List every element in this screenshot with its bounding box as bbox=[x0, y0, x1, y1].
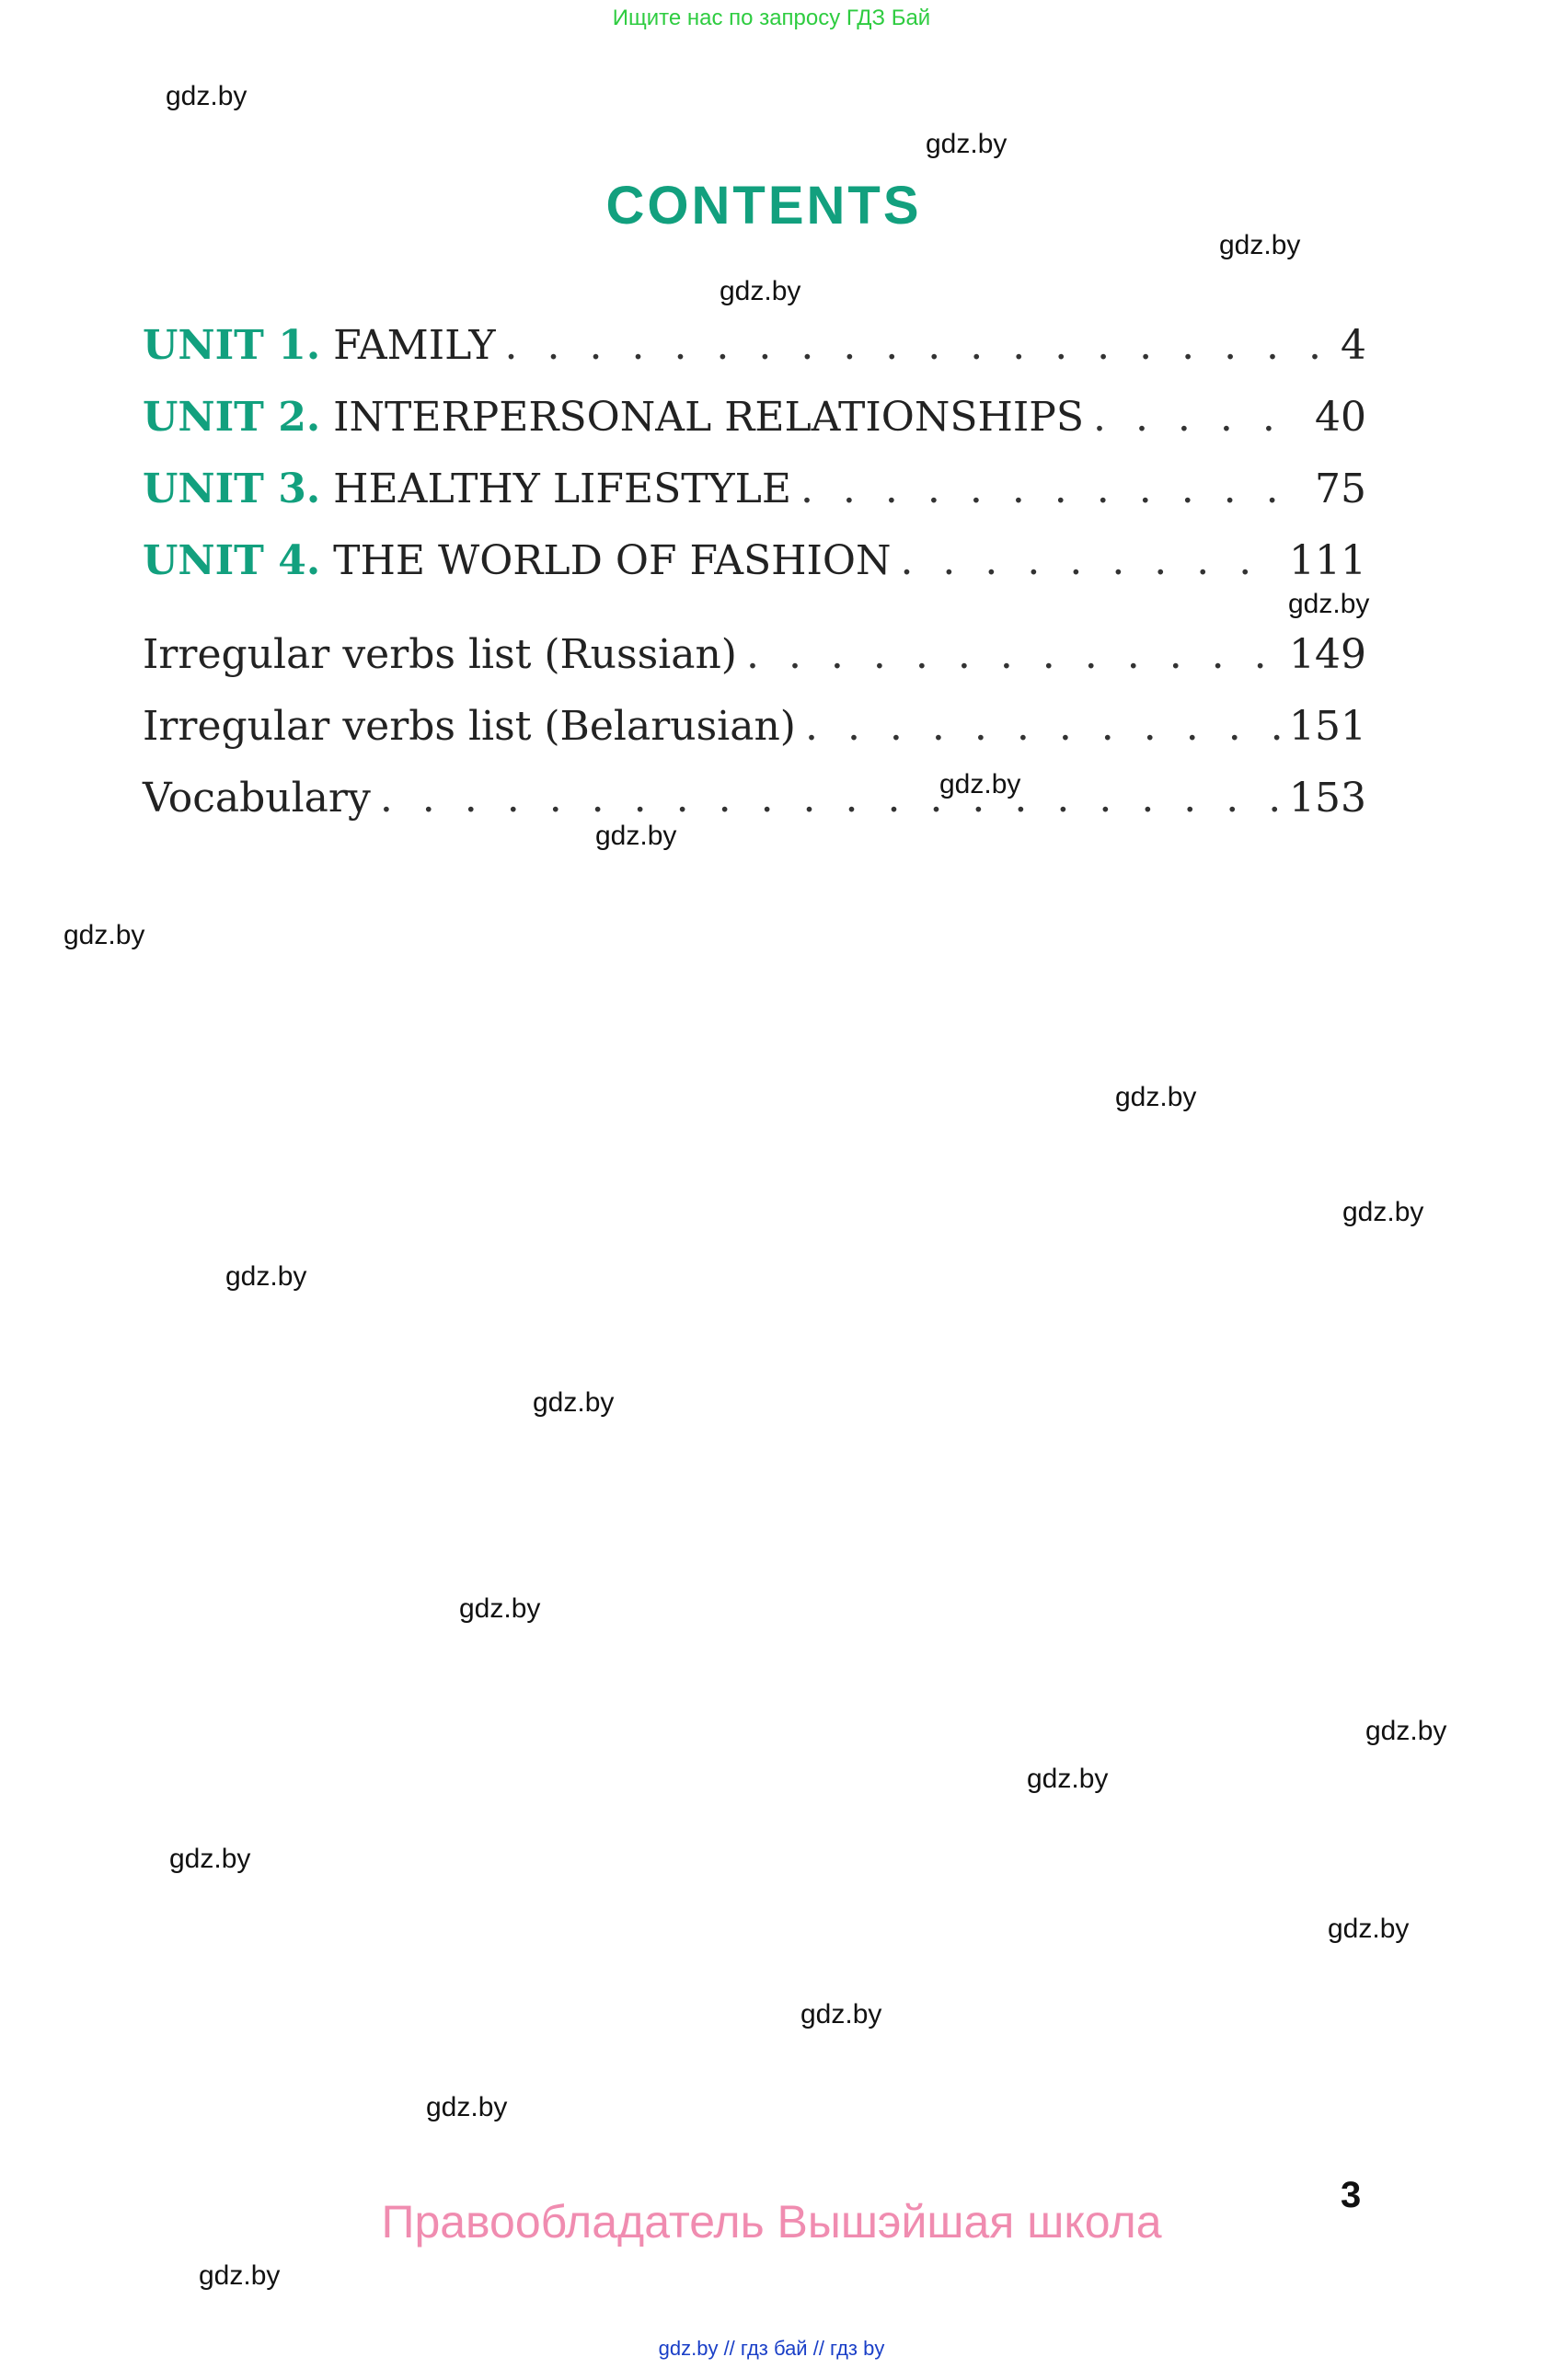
toc-entry-title: FAMILY bbox=[333, 322, 496, 369]
toc-unit-label: UNIT 4. bbox=[143, 537, 321, 584]
watermark: gdz.by bbox=[166, 81, 248, 111]
watermark: gdz.by bbox=[533, 1387, 615, 1418]
toc-leader-dots bbox=[805, 703, 1280, 750]
watermark: gdz.by bbox=[1288, 589, 1370, 619]
watermark: gdz.by bbox=[63, 920, 145, 950]
toc-entry-title: Vocabulary bbox=[143, 775, 371, 822]
watermark: gdz.by bbox=[939, 769, 1021, 799]
toc-leader-dots bbox=[746, 631, 1280, 678]
toc-entry-title: THE WORLD OF FASHION bbox=[333, 537, 892, 584]
toc-entry-unit-1[interactable] bbox=[143, 322, 1366, 369]
toc-page-number: 149 bbox=[1289, 631, 1366, 678]
toc-leader-dots bbox=[380, 775, 1280, 822]
toc-entry-irregular-verbs-russian[interactable] bbox=[143, 631, 1366, 678]
toc-entry-title: HEALTHY LIFESTYLE bbox=[333, 466, 791, 512]
toc-unit-label: UNIT 1. bbox=[143, 322, 321, 369]
watermark: gdz.by bbox=[225, 1261, 307, 1292]
watermark: gdz.by bbox=[199, 2260, 281, 2291]
watermark: gdz.by bbox=[1342, 1197, 1424, 1227]
toc-leader-dots bbox=[1093, 394, 1306, 441]
toc-page-number: 4 bbox=[1341, 322, 1366, 369]
watermark: gdz.by bbox=[1219, 230, 1301, 260]
toc-unit-label: UNIT 2. bbox=[143, 394, 321, 441]
toc-entry-title: INTERPERSONAL RELATIONSHIPS bbox=[333, 394, 1084, 441]
watermark: gdz.by bbox=[926, 129, 1008, 159]
page-title: CONTENTS bbox=[605, 176, 922, 236]
watermark: gdz.by bbox=[800, 1999, 882, 2029]
watermark: gdz.by bbox=[1027, 1764, 1109, 1794]
watermark: gdz.by bbox=[426, 2092, 508, 2122]
toc-page-number: 153 bbox=[1289, 775, 1366, 822]
copyright-notice: Правообладатель Вышэйшая школа bbox=[381, 2196, 1162, 2248]
watermark: gdz.by bbox=[459, 1593, 541, 1624]
watermark: gdz.by bbox=[720, 276, 801, 306]
toc-page-number: 151 bbox=[1289, 703, 1366, 750]
toc-leader-dots bbox=[800, 466, 1306, 512]
watermark: gdz.by bbox=[1115, 1082, 1197, 1112]
toc-entry-unit-3[interactable] bbox=[143, 466, 1366, 512]
toc-entry-title: Irregular verbs list (Belarusian) bbox=[143, 703, 796, 750]
watermark: gdz.by bbox=[595, 821, 677, 851]
toc-leader-dots bbox=[900, 537, 1280, 584]
top-banner: Ищите нас по запросу ГДЗ Бай bbox=[612, 6, 931, 30]
toc-entry-vocabulary[interactable] bbox=[143, 775, 1366, 822]
toc-entry-unit-4[interactable] bbox=[143, 537, 1366, 584]
toc-entry-title: Irregular verbs list (Russian) bbox=[143, 631, 737, 678]
toc-page-number: 111 bbox=[1289, 537, 1366, 584]
toc-leader-dots bbox=[505, 322, 1331, 369]
toc-entry-irregular-verbs-belarusian[interactable] bbox=[143, 703, 1366, 750]
page-number: 3 bbox=[1341, 2175, 1362, 2215]
toc-page-number: 75 bbox=[1315, 466, 1366, 512]
toc-page-number: 40 bbox=[1315, 394, 1366, 441]
watermark: gdz.by bbox=[169, 1844, 251, 1874]
watermark: gdz.by bbox=[1328, 1914, 1410, 1944]
footer-links[interactable]: gdz.by // гдз бай // гдз by bbox=[658, 2337, 885, 2360]
toc-unit-label: UNIT 3. bbox=[143, 466, 321, 512]
toc-entry-unit-2[interactable] bbox=[143, 394, 1366, 441]
watermark: gdz.by bbox=[1365, 1716, 1447, 1746]
